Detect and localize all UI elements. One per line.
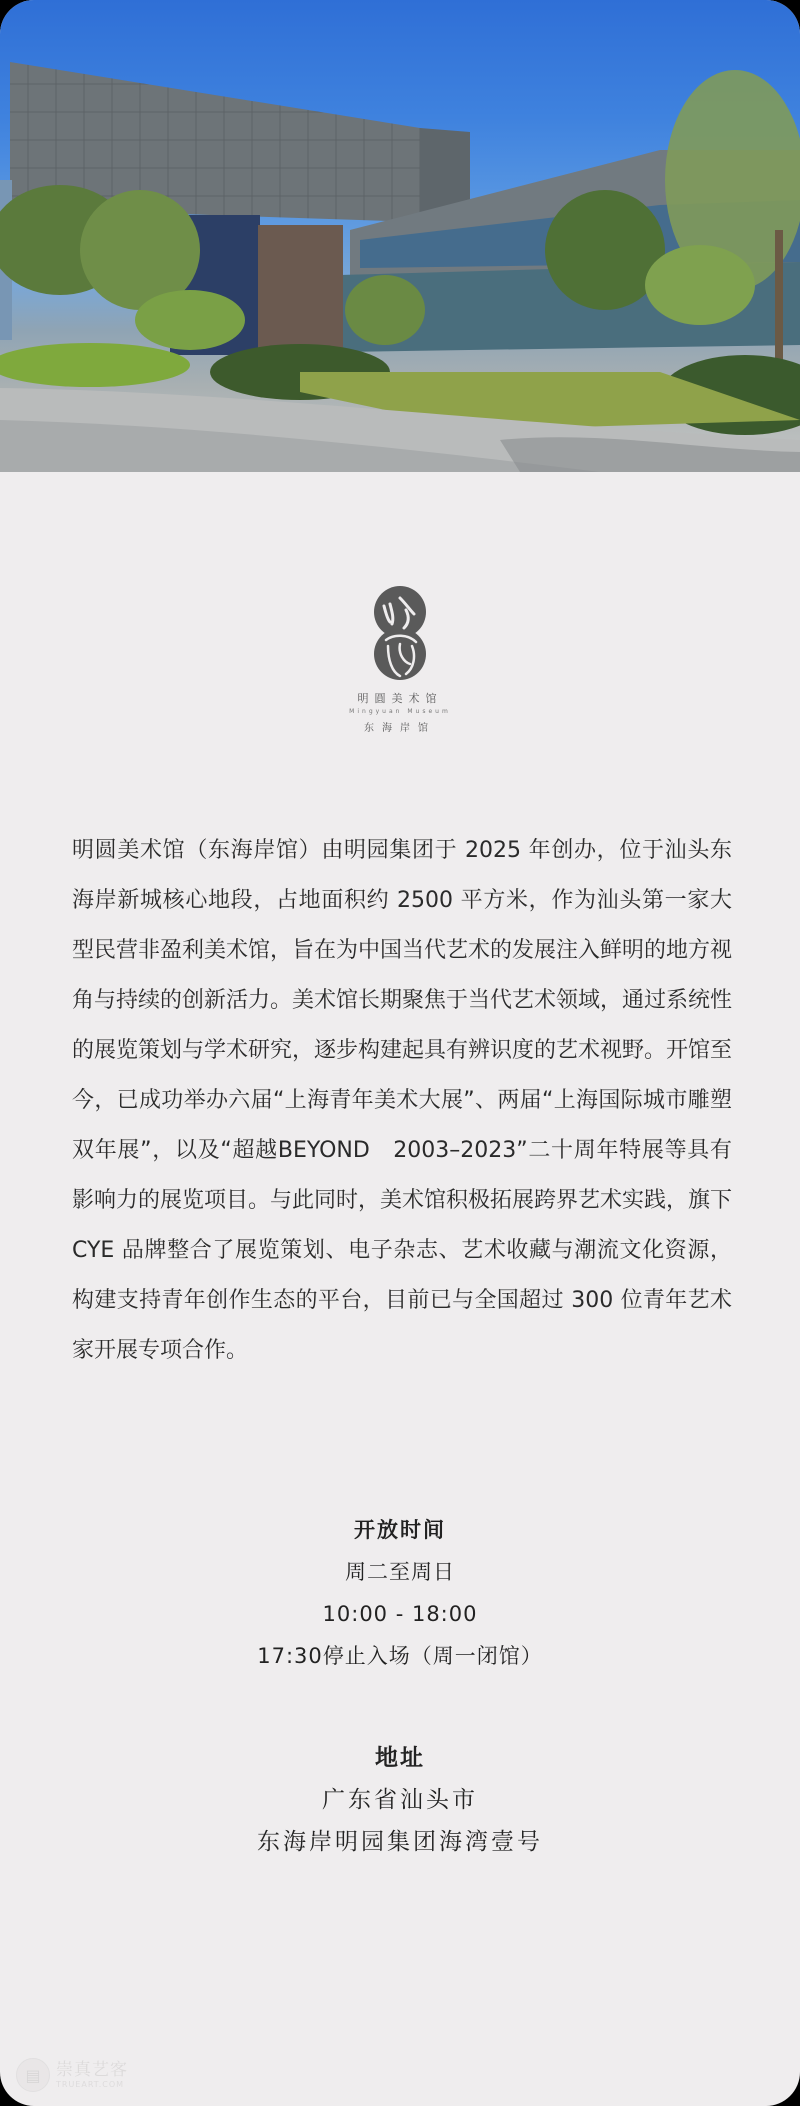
intro-text [72,826,732,1376]
logo-branch-cn: 东海岸馆 [364,723,436,734]
opening-hours-section [0,1509,800,1677]
logo-name-cn: 明圓美术馆 [357,692,443,705]
watermark [16,2058,128,2092]
mingyuan-calligraphy-logo-icon [370,584,430,684]
address-section [0,1737,800,1863]
museum-logo [0,584,800,734]
address-line-1: 广东省汕头市 [322,1787,478,1813]
opening-time: 10:00 - 18:00 [322,1602,478,1626]
logo-name-en: Mingyuan Museum [349,708,451,715]
address-heading: 地址 [375,1745,425,1771]
address-line-2: 东海岸明园集团海湾壹号 [257,1829,543,1855]
intro-paragraph: 明圆美术馆（东海岸馆）由明园集团于 2025 年创办，位于汕头东海岸新城核心地段，占地面积约 2500 平方米，作为汕头第一家大型民营非盈利美术馆，旨在为中国当代艺术的发展注入鲜明的地方视角与持续的创新活力。美术馆长期聚焦于当代艺术领域，通过系统性的展览策划与学术研究，逐步构建起具有辨识度的艺术视野。开馆至今，已成功举办六届“上海青年美术大展”、两届“上海国际城市雕塑双年展”，以及“超越BEYOND 2003–2023”二十周年特展等具有影响力的展览项目。与此同时，美术馆积极拓展跨界艺术实践，旗下 CYE 品牌整合了展览策划、电子杂志、艺术收藏与潮流文化资源，构建支持青年创作生态的平台，目前已与全国超过 300 位青年艺术家开展专项合作。 [72,838,733,1363]
opening-hours-heading: 开放时间 [354,1518,446,1542]
watermark-en: TRUEART.COM [56,2079,125,2089]
opening-days: 周二至周日 [345,1560,455,1584]
watermark-cn: 崇真艺客 [56,2059,128,2080]
chat-bubble-icon: ▤ [16,2058,50,2092]
last-entry-note: 17:30停止入场（周一闭馆） [257,1644,543,1668]
hero-photo [0,0,800,472]
building-illustration [0,0,800,472]
